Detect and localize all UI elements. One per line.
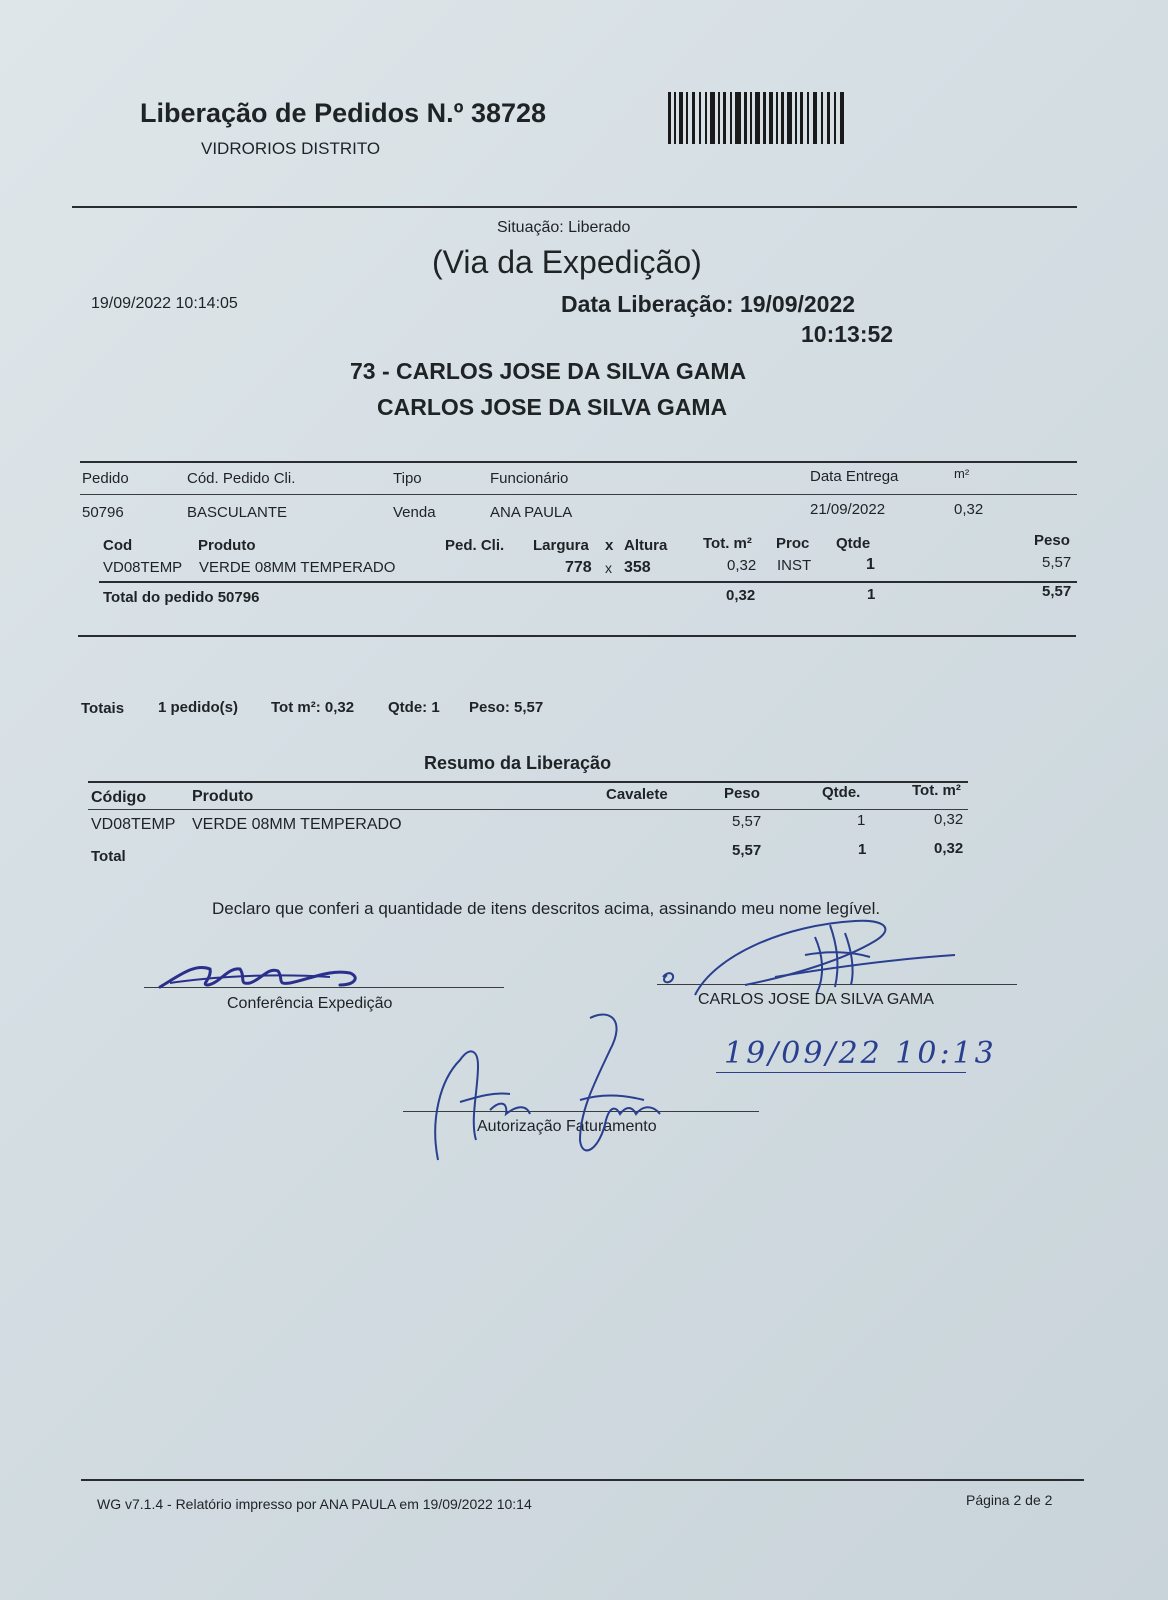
summary-col-codigo: Código [91, 789, 147, 806]
summary-total-label: Total [91, 848, 126, 865]
summary-total-tot-m2: 0,32 [934, 840, 964, 857]
summary-top [88, 781, 968, 783]
order-table-bottom [78, 635, 1076, 637]
faturamento-label: Autorização Faturamento [477, 1118, 657, 1135]
barcode [668, 92, 848, 144]
summary-peso: 5,57 [732, 813, 762, 830]
item-col-peso: Peso [1034, 532, 1070, 549]
summary-col-peso: Peso [724, 785, 760, 802]
faturamento-signature [430, 1010, 690, 1170]
handwritten-date: 19/09/22 10:13 [724, 1036, 997, 1071]
totals-label: Totais [81, 700, 125, 717]
item-col-x: x [605, 537, 614, 554]
item-cod: VD08TEMP [103, 559, 183, 576]
item-col-tot-m2: Tot. m² [703, 535, 752, 552]
page-number: Página 2 de 2 [966, 1492, 1053, 1508]
summary-qtde: 1 [857, 812, 866, 829]
item-largura: 778 [565, 559, 592, 576]
summary-col-tot-m2: Tot. m² [912, 782, 961, 799]
summary-produto: VERDE 08MM TEMPERADO [192, 816, 402, 833]
status-text: Situação: Liberado [497, 219, 631, 236]
order-total-qtde: 1 [867, 586, 876, 603]
company-name: VIDRORIOS DISTRITO [201, 139, 381, 158]
item-col-produto: Produto [198, 537, 256, 554]
item-col-ped-cli: Ped. Cli. [445, 537, 505, 554]
totals-pedidos: 1 pedido(s) [158, 699, 239, 716]
summary-total-qtde: 1 [858, 841, 867, 858]
header-divider [72, 206, 1077, 208]
item-qtde: 1 [866, 556, 875, 573]
summary-col-produto: Produto [192, 788, 254, 805]
item-produto: VERDE 08MM TEMPERADO [199, 559, 396, 576]
footer-left: WG v7.1.4 - Relatório impresso por ANA PAULA em 19/09/2022 10:14 [97, 1496, 532, 1512]
client-line-1: 73 - CARLOS JOSE DA SILVA GAMA [350, 358, 747, 384]
client-signature-label: CARLOS JOSE DA SILVA GAMA [698, 991, 934, 1008]
print-datetime: 19/09/2022 10:14:05 [91, 295, 238, 312]
order-data-entrega: 21/09/2022 [810, 501, 886, 518]
order-total-divider [99, 581, 1077, 583]
col-m2: m² [954, 466, 970, 481]
order-pedido: 50796 [82, 504, 124, 521]
totals-tot-m2: Tot m²: 0,32 [271, 699, 355, 716]
handwritten-date-underline [716, 1072, 966, 1073]
order-total-m2: 0,32 [726, 587, 756, 604]
item-proc: INST [777, 557, 812, 574]
order-cod-pedido-cli: BASCULANTE [187, 504, 288, 521]
expedicao-label: Conferência Expedição [227, 995, 393, 1012]
declaration-text: Declaro que conferi a quantidade de itens descritos acima, assinando meu nome legível. [212, 899, 881, 918]
item-x: x [605, 560, 612, 576]
col-cod-pedido-cli: Cód. Pedido Cli. [187, 470, 296, 487]
totals-peso: Peso: 5,57 [469, 699, 544, 716]
order-total-peso: 5,57 [1042, 583, 1072, 600]
summary-title: Resumo da Liberação [424, 753, 612, 773]
order-funcionario: ANA PAULA [490, 504, 573, 521]
summary-header-divider [88, 809, 968, 810]
summary-codigo: VD08TEMP [91, 816, 176, 833]
footer-divider [81, 1479, 1084, 1481]
item-tot-m2: 0,32 [727, 557, 757, 574]
release-date: Data Liberação: 19/09/2022 [561, 291, 856, 317]
col-tipo: Tipo [393, 470, 422, 487]
order-total-label: Total do pedido 50796 [103, 589, 260, 606]
item-col-qtde: Qtde [836, 535, 871, 552]
summary-col-cavalete: Cavalete [606, 786, 668, 803]
order-header-divider [80, 494, 1077, 495]
expedicao-signature [150, 955, 380, 995]
order-table-top [80, 461, 1077, 463]
release-time: 10:13:52 [801, 321, 894, 347]
order-m2: 0,32 [954, 501, 984, 518]
item-peso: 5,57 [1042, 554, 1072, 571]
totals-qtde: Qtde: 1 [388, 699, 440, 716]
item-col-proc: Proc [776, 535, 810, 552]
col-pedido: Pedido [82, 470, 129, 487]
client-signature [655, 915, 975, 1025]
summary-col-qtde: Qtde. [822, 784, 861, 801]
summary-total-peso: 5,57 [732, 842, 762, 859]
document-title: Liberação de Pedidos N.º 38728 [140, 98, 547, 128]
order-tipo: Venda [393, 504, 436, 521]
item-col-largura: Largura [533, 537, 589, 554]
item-altura: 358 [624, 559, 651, 576]
summary-tot-m2: 0,32 [934, 811, 964, 828]
client-line-2: CARLOS JOSE DA SILVA GAMA [377, 394, 728, 420]
item-col-altura: Altura [624, 537, 668, 554]
col-funcionario: Funcionário [490, 470, 569, 487]
copy-label: (Via da Expedição) [432, 244, 702, 280]
item-col-cod: Cod [103, 537, 133, 554]
col-data-entrega: Data Entrega [810, 468, 899, 485]
